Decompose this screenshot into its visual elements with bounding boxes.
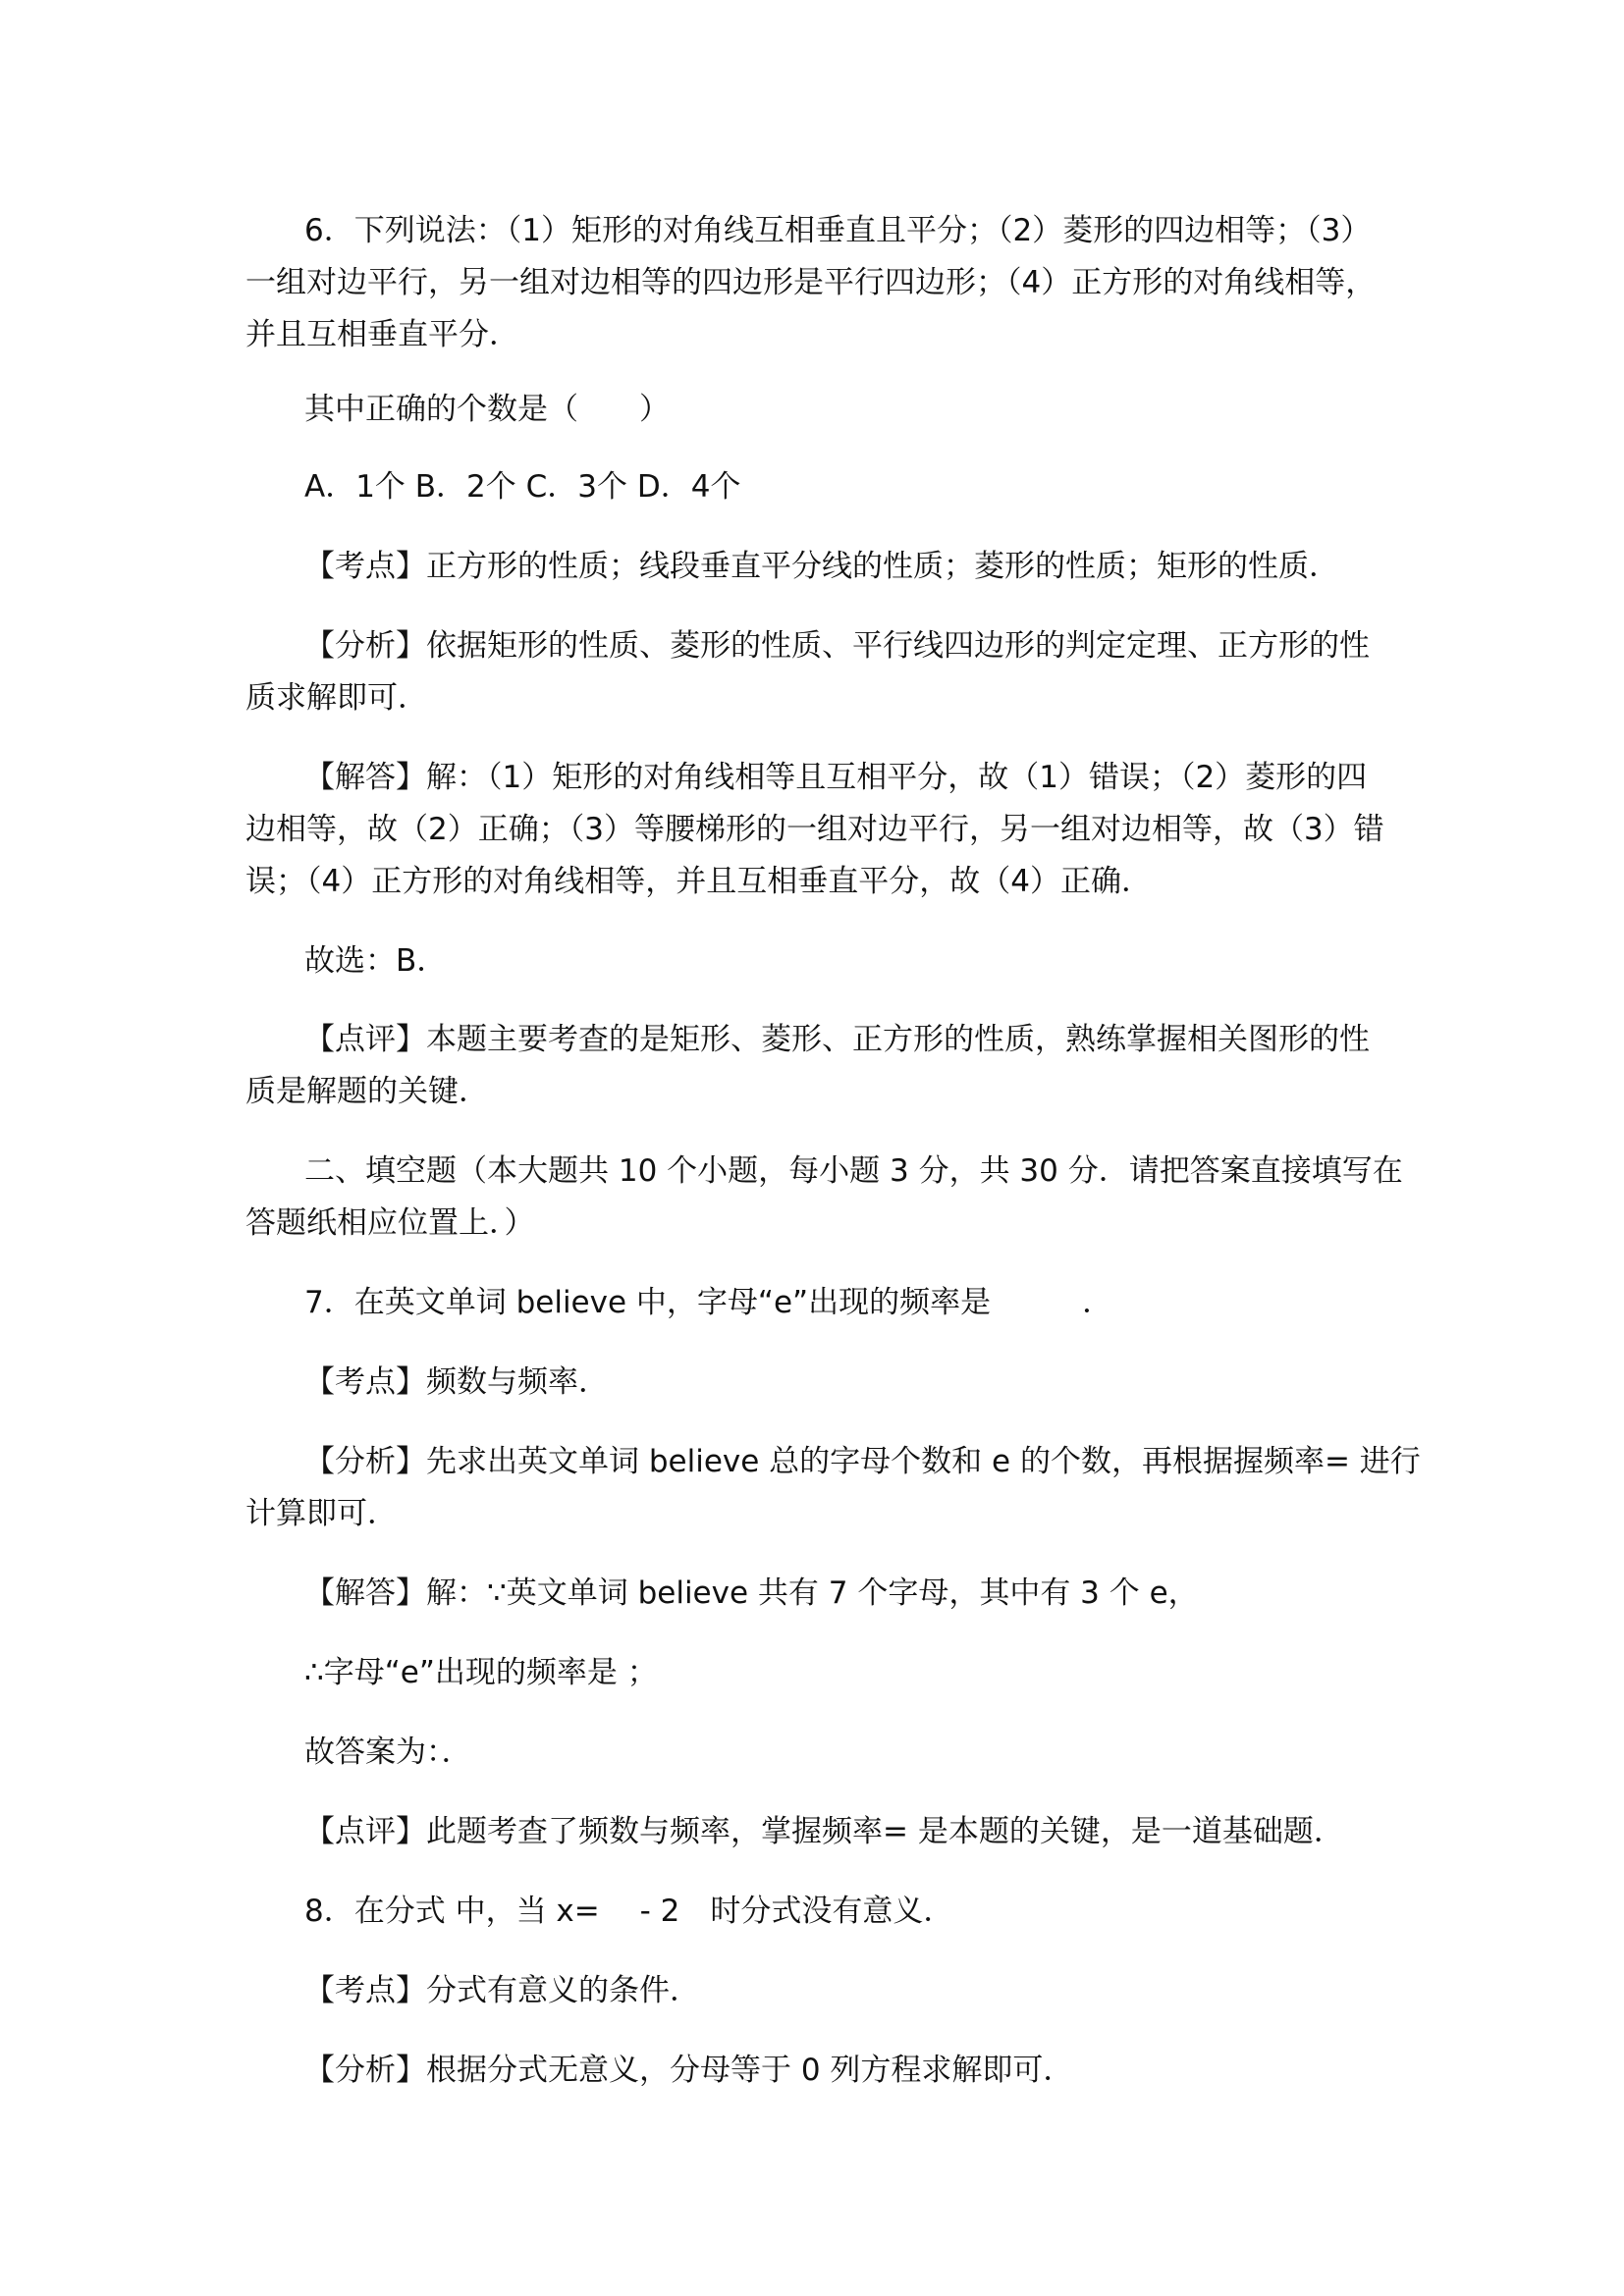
question-6-fenxi-line-1: 【分析】依据矩形的性质、菱形的性质、平行线四边形的判定定理、正方形的性 [304, 628, 1370, 664]
question-8-fenxi: 【分析】根据分式无意义，分母等于 0 列方程求解即可． [304, 2053, 1074, 2088]
section-2-heading-line-2: 答题纸相应位置上．） [245, 1205, 535, 1241]
question-6-answer: 故选：B． [304, 943, 448, 979]
section-2-heading-line-1: 二、填空题（本大题共 10 个小题，每小题 3 分，共 30 分．请把答案直接填写在 [304, 1153, 1403, 1189]
question-6-jieda-line-3: 误；（4）正方形的对角线相等，并且互相垂直平分，故（4）正确． [245, 864, 1152, 899]
question-7-fenxi-line-2: 计算即可． [245, 1496, 398, 1531]
question-8-kaodian: 【考点】分式有意义的条件． [304, 1973, 700, 2008]
question-6-line-1: 6．下列说法：（1）矩形的对角线互相垂直且平分；（2）菱形的四边相等；（3） [304, 213, 1372, 248]
question-7-answer: 故答案为：． [304, 1735, 472, 1770]
question-6-line-3: 并且互相垂直平分． [245, 317, 519, 352]
question-6-dianping-line-1: 【点评】本题主要考查的是矩形、菱形、正方形的性质，熟练掌握相关图形的性 [304, 1022, 1370, 1057]
question-6-jieda-line-1: 【解答】解：（1）矩形的对角线相等且互相平分，故（1）错误；（2）菱形的四 [304, 760, 1368, 795]
question-7-kaodian: 【考点】频数与频率． [304, 1364, 609, 1400]
question-6-prompt: 其中正确的个数是（ ） [304, 392, 670, 427]
question-6-fenxi-line-2: 质求解即可． [245, 680, 428, 716]
question-6-dianping-line-2: 质是解题的关键． [245, 1074, 489, 1109]
question-8-text: 8．在分式 中，当 x= - 2 时分式没有意义． [304, 1894, 954, 1929]
question-7-fenxi-line-1: 【分析】先求出英文单词 believe 总的字母个数和 e 的个数，再根据握频率= 进行 [304, 1444, 1421, 1479]
question-7-text: 7．在英文单词 believe 中，字母“e”出现的频率是 ． [304, 1285, 1113, 1320]
question-7-jieda-line-2: ∴字母“e”出现的频率是 ； [304, 1655, 658, 1690]
question-6-jieda-line-2: 边相等，故（2）正确；（3）等腰梯形的一组对边平行，另一组对边相等，故（3）错 [245, 812, 1384, 847]
question-7-jieda-line-1: 【解答】解：∵英文单词 believe 共有 7 个字母，其中有 3 个 e， [304, 1575, 1199, 1611]
question-6-line-2: 一组对边平行，另一组对边相等的四边形是平行四边形；（4）正方形的对角线相等， [245, 265, 1377, 300]
question-6-options: A．1个 B．2个 C．3个 D．4个 [304, 469, 741, 505]
question-7-dianping: 【点评】此题考查了频数与频率，掌握频率= 是本题的关键，是一道基础题． [304, 1814, 1344, 1849]
question-6-kaodian: 【考点】正方形的性质；线段垂直平分线的性质；菱形的性质；矩形的性质． [304, 549, 1339, 584]
